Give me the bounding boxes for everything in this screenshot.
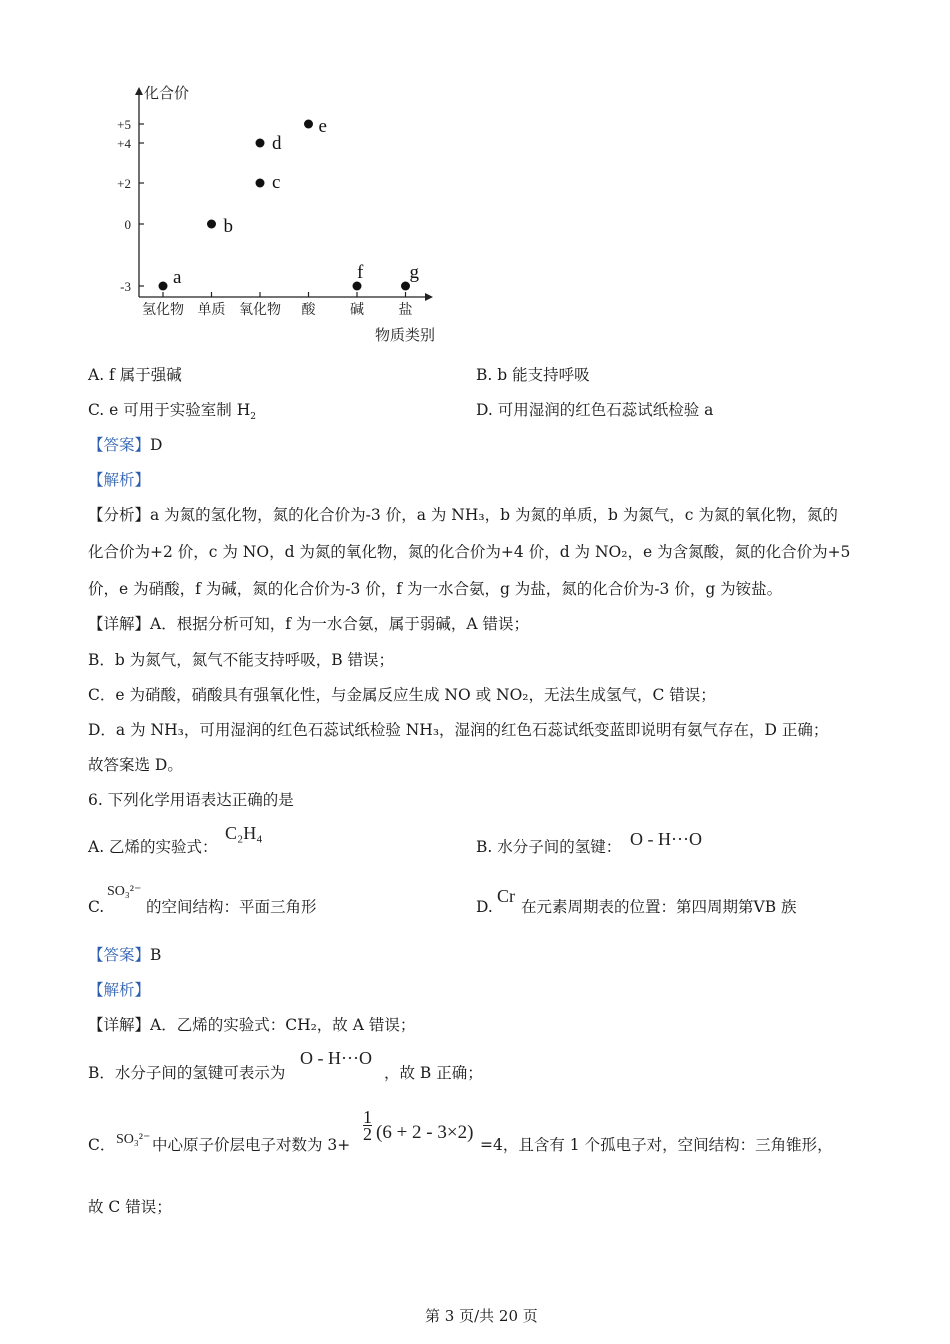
y-axis-label: 化合价 — [144, 84, 190, 102]
x-axis-label: 物质类别 — [374, 326, 436, 344]
xj-text: A．乙烯的实验式：CH₂，故 A 错误； — [150, 1016, 416, 1034]
y-tick-label: 0 — [124, 217, 131, 232]
answer-value: D — [150, 436, 163, 454]
data-point-label-b: b — [223, 216, 233, 237]
x-tick-label: 氧化物 — [239, 302, 281, 318]
xj-tag: 【详解】 — [88, 615, 151, 633]
data-point-c — [256, 179, 265, 188]
fraction-half — [363, 1109, 372, 1142]
q6-line-c2: 故 C 错误； — [88, 1198, 172, 1216]
q5-option-c — [88, 400, 256, 427]
data-point-label-a: a — [173, 267, 182, 288]
q6-answer — [88, 945, 161, 965]
q6-fraction — [363, 1109, 372, 1142]
xj-tag: 【详解】 — [88, 1016, 151, 1034]
q5-option-a: A. f 属于强碱 — [88, 366, 182, 384]
x-tick-label: 碱 — [350, 302, 364, 318]
q6-option-d-formula: Cr — [497, 886, 515, 906]
q5-answer — [88, 435, 162, 455]
q6-option-c-formula: SO₃²⁻ — [107, 884, 142, 899]
data-point-a — [159, 282, 168, 291]
x-tick-label: 氢化物 — [142, 302, 184, 318]
y-axis-arrow — [135, 87, 143, 95]
x-tick-label: 盐 — [398, 302, 413, 318]
q6-option-b-formula: O - H···O — [630, 829, 702, 849]
valence-chart — [95, 75, 455, 354]
q5-option-c-sub: 2 — [250, 412, 256, 423]
q6-line-c-mid: 中心原子价层电子对数为 3+ — [152, 1136, 351, 1154]
data-point-e — [304, 120, 313, 129]
q6-line-b-post: ，故 B 正确； — [384, 1064, 483, 1082]
data-point-b — [207, 220, 216, 229]
data-point-label-f: f — [357, 262, 364, 283]
q6-option-a: A. 乙烯的实验式： — [88, 838, 218, 856]
q6-option-b: B. 水分子间的氢键： — [476, 838, 622, 856]
q6-option-c-text: 的空间结构：平面三角形 — [146, 898, 317, 916]
y-tick-label: +2 — [117, 176, 131, 191]
q6-xj-line1 — [88, 1015, 415, 1035]
y-tick-label: -3 — [120, 279, 131, 294]
q6-stem: 6. 下列化学用语表达正确的是 — [88, 791, 294, 809]
frac-numerator: 1 — [363, 1107, 372, 1127]
q6-option-a-formula: C₂H₄ — [225, 823, 263, 843]
q5-option-b: B. b 能支持呼吸 — [476, 366, 590, 384]
x-axis-arrow — [425, 293, 433, 301]
q6-line-b-formula: O - H···O — [300, 1048, 372, 1068]
y-tick-label: +4 — [117, 136, 131, 151]
q6-option-c-prefix: C. — [88, 898, 105, 916]
fx-tag: 【分析】 — [88, 506, 151, 524]
answer-tag: 【答案】 — [88, 436, 151, 454]
x-tick-label: 酸 — [301, 302, 316, 318]
q6-line-c-pre: C． — [88, 1136, 116, 1154]
q6-analysis-tag: 【解析】 — [88, 981, 151, 999]
data-point-label-c: c — [272, 172, 281, 193]
q5-fx-line2: 化合价为+2 价，c 为 NO，d 为氮的氧化物，氮的化合价为+4 价，d 为 NO₂，e 为含氮酸，氮的化合价为+5 — [88, 543, 851, 561]
page-footer: 第 3 页/共 20 页 — [425, 1307, 538, 1325]
q5-analysis-tag: 【解析】 — [88, 471, 151, 489]
q5-option-d: D. 可用湿润的红色石蕊试纸检验 a — [476, 401, 714, 419]
xj-text: A．根据分析可知，f 为一水合氨，属于弱碱，A 错误； — [150, 615, 529, 633]
q6-option-d-text: 在元素周期表的位置：第四周期第ⅤB 族 — [521, 898, 797, 916]
x-tick-label: 单质 — [197, 302, 226, 318]
q6-line-c-post: =4，且含有 1 个孤电子对，空间结构：三角锥形， — [480, 1136, 833, 1154]
data-point-label-d: d — [272, 133, 282, 154]
frac-denominator: 2 — [363, 1124, 372, 1144]
valence-chart-svg — [95, 75, 455, 350]
answer-tag: 【答案】 — [88, 946, 151, 964]
q5-line-d: D．a 为 NH₃，可用湿润的红色石蕊试纸检验 NH₃，湿润的红色石蕊试纸变蓝即说明有氨气存在，D 正确； — [88, 721, 829, 739]
q5-line-b: B．b 为氮气，氮气不能支持呼吸，B 错误； — [88, 651, 395, 669]
q5-option-c-text: C. e 可用于实验室制 H — [88, 401, 251, 419]
data-point-label-g: g — [409, 262, 419, 283]
data-point-d — [256, 139, 265, 148]
q6-line-c-formula: SO₃²⁻ — [116, 1132, 151, 1147]
q5-line-final: 故答案选 D。 — [88, 756, 183, 774]
data-point-label-e: e — [318, 116, 327, 137]
answer-value: B — [150, 946, 162, 964]
fx-text: a 为氮的氢化物，氮的化合价为-3 价，a 为 NH₃，b 为氮的单质，b 为氮气，c 为氮的氧化物，氮的 — [150, 506, 838, 524]
y-tick-label: +5 — [117, 117, 131, 132]
q6-line-b-pre: B．水分子间的氢键可表示为 — [88, 1064, 286, 1082]
q5-line-c: C．e 为硝酸，硝酸具有强氧化性，与金属反应生成 NO 或 NO₂，无法生成氢气，C 错误； — [88, 686, 716, 704]
q6-line-c-expr: (6 + 2 - 3×2) — [376, 1122, 474, 1143]
q5-fx-line1 — [88, 505, 838, 525]
q5-fx-line3: 价，e 为硝酸，f 为碱，氮的化合价为-3 价，f 为一水合氨，g 为盐，氮的化合价为-3 价，g 为铵盐。 — [88, 580, 783, 598]
q5-xj-line1 — [88, 614, 529, 634]
q6-option-d-prefix: D. — [476, 898, 493, 916]
